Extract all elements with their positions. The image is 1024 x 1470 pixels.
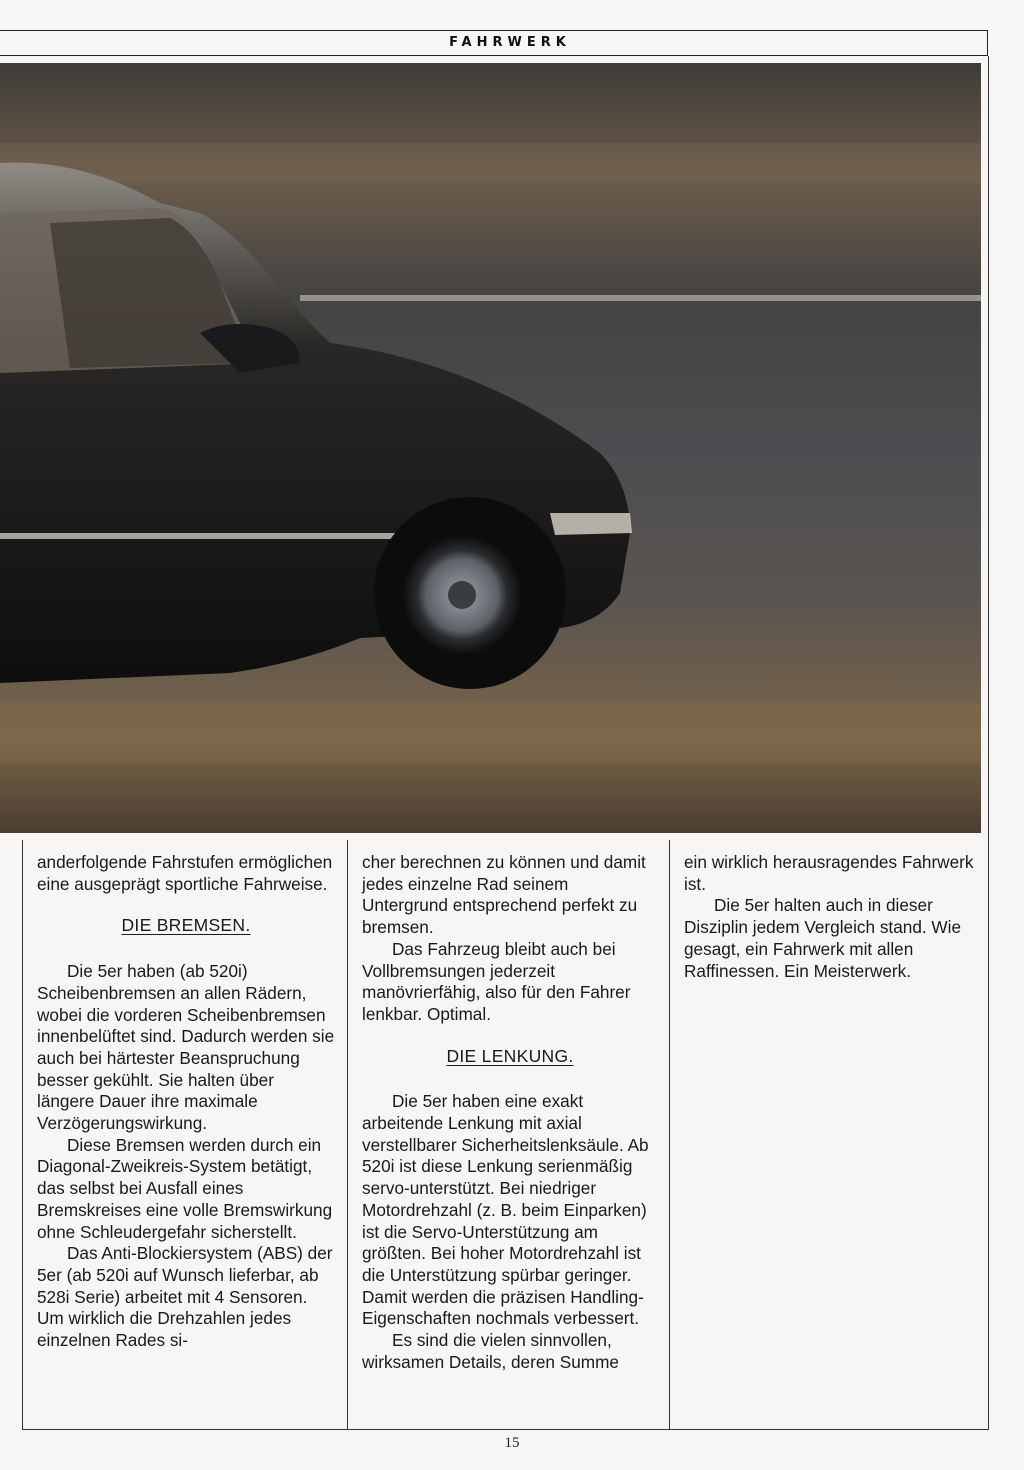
paragraph: Die 5er haben (ab 520i) Scheibenbremsen an allen Rädern, wobei die vorderen Scheibenbremsen innenbelüftet sind. Dadurch werden sie auch bei härtester Beanspruchung besser gekühlt. Sie halten über längere Dauer ihre maximale Verzögerungswirkung. <box>37 961 335 1134</box>
paragraph: Die 5er haben eine exakt arbeitende Lenkung mit axial verstellbarer Sicherheitslenksäule. Ab 520i ist diese Lenkung serienmäßig servo-unterstützt. Bei niedriger Motordrehzahl (z. B. beim Einparken) ist die Servo-Unterstützung am größten. Bei hoher Motordrehzahl ist die Unterstützung spürbar geringer. Damit werden die präzisen Handling-Eigenschaften nochmals verbessert. <box>362 1091 649 1329</box>
paragraph: Die 5er halten auch in dieser Disziplin jedem Vergleich stand. Wie gesagt, ein Fahrwerk mit allen Raffinessen. Ein Meisterwerk. <box>684 895 962 981</box>
column-divider <box>669 840 670 1430</box>
text-column-1 <box>37 852 335 1352</box>
frame-left-rule <box>22 840 23 1430</box>
page-number: 15 <box>504 1435 520 1451</box>
paragraph: anderfolgende Fahrstufen ermöglichen eine ausgeprägt sportliche Fahrweise. <box>37 852 333 894</box>
paragraph: Es sind die vielen sinnvollen, wirksamen Details, deren Summe <box>362 1330 619 1372</box>
paragraph: ein wirklich herausragendes Fahrwerk ist. <box>684 852 974 894</box>
paragraph: Das Fahrzeug bleibt auch bei Vollbremsungen jederzeit manövrierfähig, also für den Fahrer lenkbar. Optimal. <box>362 938 631 1024</box>
frame-right-rule <box>988 56 989 1430</box>
car-photo-illustration <box>0 63 981 833</box>
paragraph: Diese Bremsen werden durch ein Diagonal-Zweikreis-System betätigt, das selbst bei Ausfall eines Bremskreises eine volle Bremswirkung ohne Schleudergefahr sicherstellt. <box>37 1134 333 1242</box>
column-divider <box>347 840 348 1430</box>
section-heading-brakes: DIE BREMSEN. <box>121 915 251 936</box>
car-photo <box>0 63 981 833</box>
paragraph: cher berechnen zu können und damit jedes einzelne Rad seinem Untergrund entsprechend perfekt zu bremsen. <box>362 852 646 938</box>
paragraph: Das Anti-Blockiersystem (ABS) der 5er (ab 520i auf Wunsch lieferbar, ab 528i Serie) arbeitet mit 4 Sensoren. Um wirklich die Drehzahlen jedes einzelnen Rades si- <box>37 1243 333 1351</box>
text-column-3 <box>684 852 980 982</box>
section-title: FAHRWERK <box>449 35 571 50</box>
frame-bottom-rule <box>22 1429 989 1430</box>
text-column-2 <box>362 852 658 1373</box>
section-heading-steering: DIE LENKUNG. <box>446 1045 574 1066</box>
